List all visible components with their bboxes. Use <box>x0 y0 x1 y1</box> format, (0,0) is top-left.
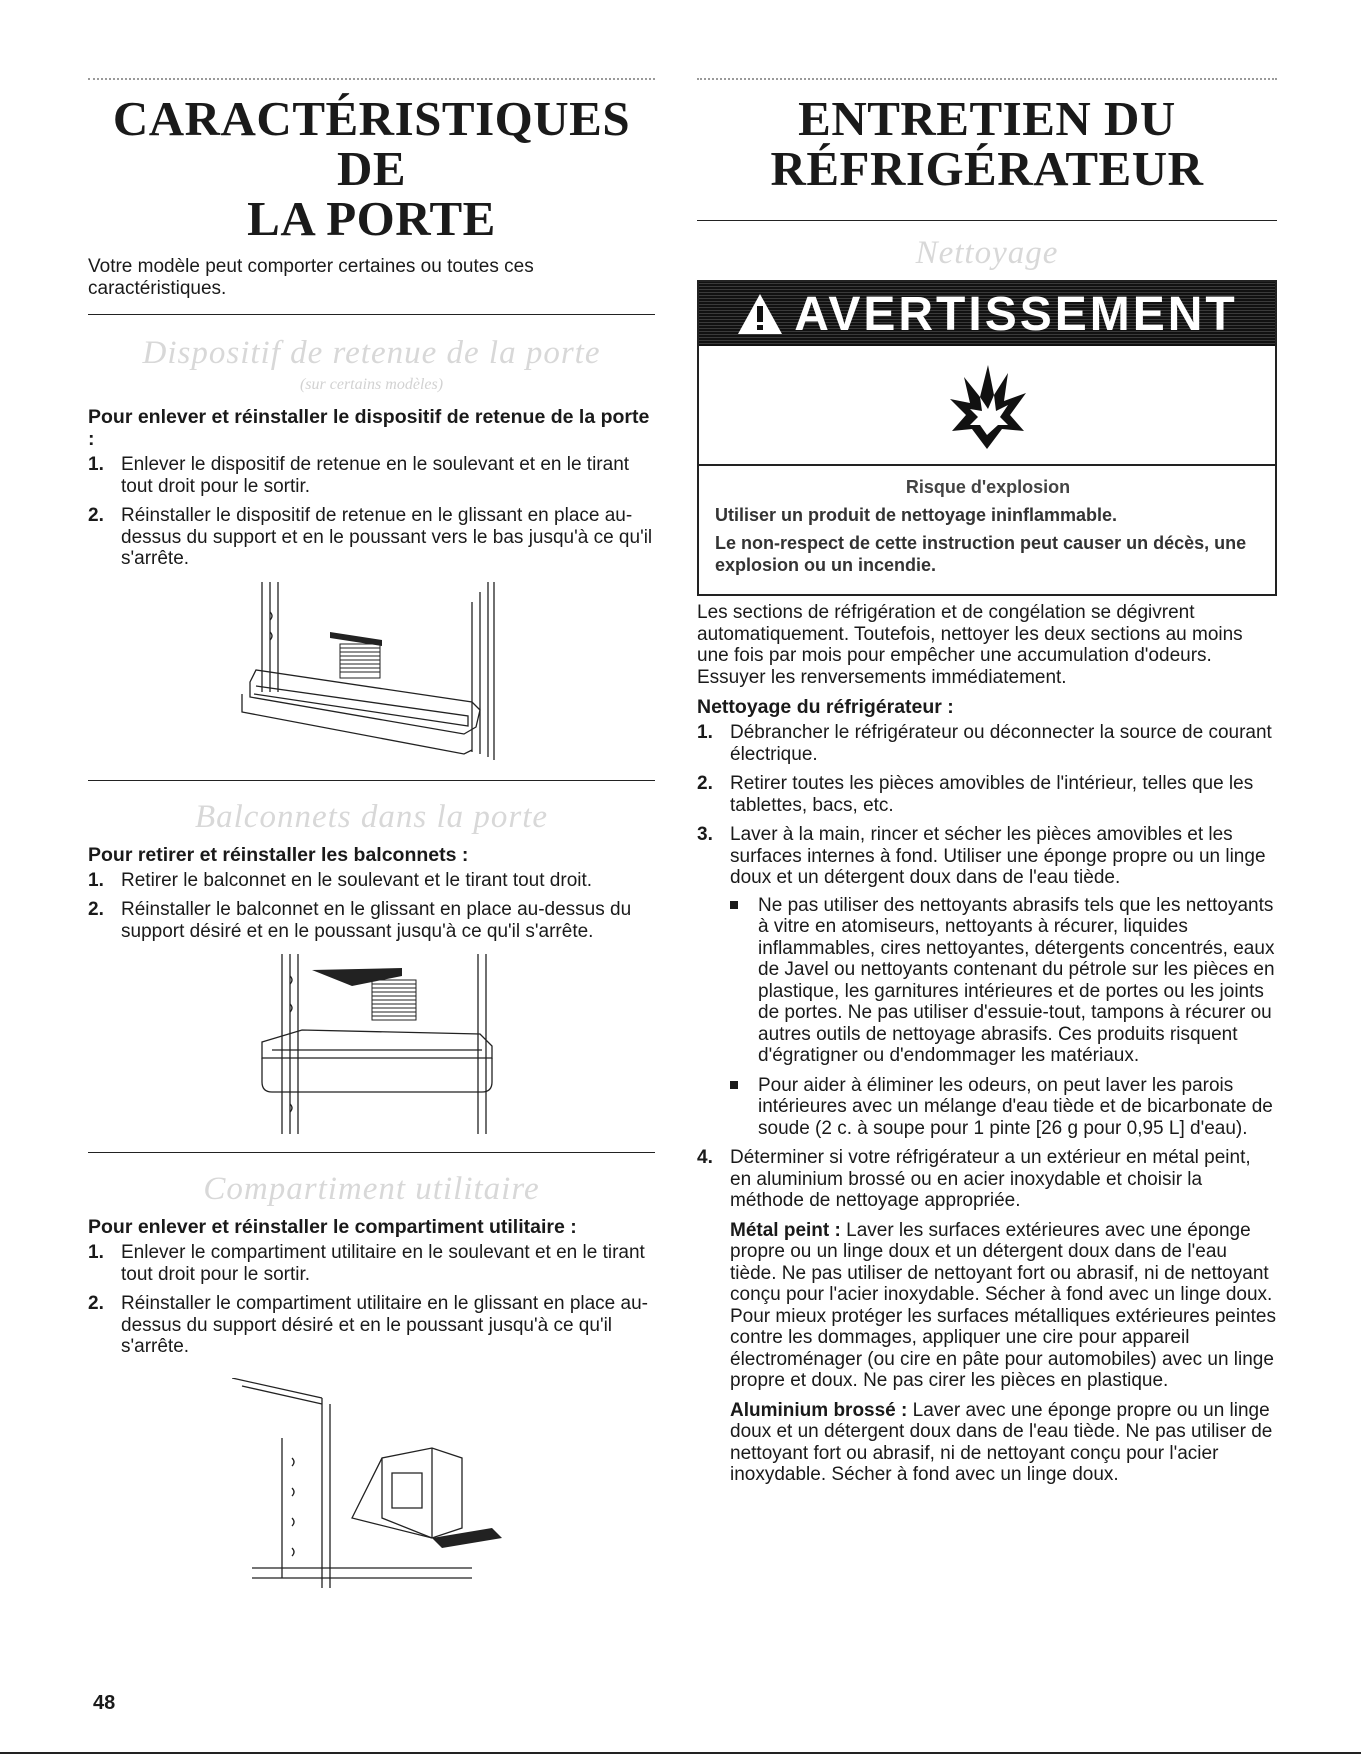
brushed-aluminum-paragraph: Aluminium brossé : Laver avec une éponge propre ou un linge doux et un détergent doux dans de l'eau tiède. Ne pas utiliser de nettoyant fort ou abrasif, ni de nettoyant conçu pour l'acier inoxydable. Sécher à fond avec un linge doux. <box>730 1399 1273 1485</box>
left-column <box>88 78 655 1606</box>
top-divider <box>88 78 655 80</box>
door-retainer-illustration <box>232 582 512 762</box>
steps-utility-compartment <box>88 1242 655 1358</box>
right-column <box>697 78 1277 1494</box>
left-page-title <box>88 91 655 246</box>
divider <box>88 314 655 315</box>
subhead-cleaning: Nettoyage du réfrigérateur : <box>697 696 954 718</box>
warning-header <box>699 282 1275 346</box>
bottom-divider <box>0 1752 1361 1754</box>
list-item: 2. Retirer toutes les pièces amovibles de l'intérieur, telles que les tablettes, bacs, etc. <box>697 773 1254 816</box>
list-item: 1. Débrancher le réfrigérateur ou déconnecter la source de courant électrique. <box>697 722 1272 765</box>
list-item: 4. Déterminer si votre réfrigérateur a un extérieur en métal peint, en aluminium brossé ou en acier inoxydable et choisir la méthode de nettoyage appropriée. Métal peint : Laver les surfaces extérieures avec une éponge propre ou un linge doux et un détergent doux dans de l'eau tiède. Ne pas utiliser de nettoyant fort ou abrasif, ni de nettoyant conçu pour l'acier inoxydable. Sécher à fond avec un linge doux. Pour mieux protéger les surfaces métalliques extérieures peintes contre les dommages, appliquer une cire pour appareil électroménager (ou cire en pâte pour automobiles) avec un linge propre et doux. Ne pas cirer les pièces en plastique. Aluminium brossé : Laver avec une éponge propre ou un linge doux et un détergent doux dans de l'eau tiède. Ne pas utiliser de nettoyant fort ou abrasif, ni de nettoyant conçu pour l'acier inoxydable. Sécher à fond avec un linge doux. <box>697 1147 1276 1485</box>
list-item: 1. Enlever le compartiment utilitaire en le soulevant et en le tirant tout droit pour le sortir. <box>88 1242 645 1285</box>
list-item: 2. Réinstaller le balconnet en le glissant en place au-dessus du support désiré et en le poussant jusqu'à ce qu'il s'arrête. <box>88 899 632 942</box>
warning-icon-area <box>699 346 1275 466</box>
warning-body <box>699 466 1275 594</box>
warning-triangle-icon <box>736 292 784 336</box>
cleaning-bullets <box>730 895 1277 1140</box>
list-item: 1. Retirer le balconnet en le soulevant et le tirant tout droit. <box>88 869 593 891</box>
warning-box <box>697 280 1277 596</box>
divider <box>88 1152 655 1153</box>
explosion-icon <box>942 359 1032 451</box>
subhead-door-bins: Pour retirer et réinstaller les balconnets : <box>88 843 469 866</box>
bullet-item: Pour aider à éliminer les odeurs, on peut laver les parois intérieures avec un mélange d'eau tiède et de bicarbonate de soude (2 c. à soupe pour 1 pinte [26 g pour 0,95 L] d'eau). <box>730 1075 1277 1140</box>
left-title-line1: CARACTÉRISTIQUES DE <box>112 91 631 196</box>
warning-hazard: Risque d'explosion <box>905 477 1071 497</box>
bullet-item: Ne pas utiliser des nettoyants abrasifs tels que les nettoyants à vitre en atomiseurs, nettoyants à récurer, liquides inflammables, cires nettoyantes, détergents concentrés, eaux de Javel ou nettoyants contenant du pétrole sur les pièces en plastique, les garnitures intérieures et de portes ou les joints de portes. Ne pas utiliser d'essuie-tout, tampons à récurer ou autres outils de nettoyage abrasifs. Ces produits risquent d'égratigner ou d'endommager les matériaux. <box>730 895 1277 1067</box>
steps-door-retainer <box>88 454 655 570</box>
painted-metal-paragraph: Métal peint : Laver les surfaces extérieures avec une éponge propre ou un linge doux et un détergent doux dans de l'eau tiède. Ne pas utiliser de nettoyant fort ou abrasif, ni de nettoyant conçu pour l'acier inoxydable. Sécher à fond avec un linge doux. Pour mieux protéger les surfaces métalliques extérieures peintes contre les dommages, appliquer une cire pour appareil électroménager (ou cire en pâte pour automobiles) avec un linge propre et doux. Ne pas cirer les pièces en plastique. <box>730 1219 1276 1391</box>
right-page-title <box>697 91 1277 196</box>
divider <box>697 220 1277 221</box>
left-title-line2: LA PORTE <box>247 191 496 246</box>
steps-cleaning <box>697 722 1277 1486</box>
cleaning-intro: Les sections de réfrigération et de congélation se dégivrent automatiquement. Toutefois, nettoyer les deux sections au moins une fois par mois pour empêcher une accumulation d'odeurs. Essuyer les renversements immédiatement. <box>697 602 1243 688</box>
warning-line1: Utiliser un produit de nettoyage ininflammable. <box>715 505 1118 525</box>
section-title-cleaning: Nettoyage <box>915 235 1059 271</box>
list-item: 1. Enlever le dispositif de retenue en le soulevant et en le tirant tout droit pour le sortir. <box>88 454 630 497</box>
divider <box>88 780 655 781</box>
section-title-utility-compartment: Compartiment utilitaire <box>203 1171 540 1207</box>
warning-heading: AVERTISSEMENT <box>794 287 1238 341</box>
section-subtitle: (sur certains modèles) <box>299 376 444 393</box>
section-title-door-bins: Balconnets dans la porte <box>194 798 549 835</box>
right-title-line1: ENTRETIEN DU <box>798 91 1176 146</box>
top-divider <box>697 78 1277 80</box>
section-title-door-retainer: Dispositif de retenue de la porte <box>142 335 601 371</box>
warning-line2: Le non-respect de cette instruction peut causer un décès, une explosion ou un incendie. <box>715 533 1247 575</box>
left-intro: Votre modèle peut comporter certaines ou toutes ces caractéristiques. <box>88 256 534 299</box>
list-item: 2. Réinstaller le dispositif de retenue en le glissant en place au-dessus du support et en le poussant vers le bas jusqu'à ce qu'il s'arrête. <box>88 505 653 569</box>
utility-compartment-illustration <box>232 1378 512 1588</box>
list-item: 3. Laver à la main, rincer et sécher les pièces amovibles et les surfaces internes à fond. Utiliser une éponge propre ou un linge doux et un détergent doux dans de l'eau tiède. Ne pas utiliser des nettoyants abrasifs tels que les nettoyants à vitre en atomiseurs, nettoyants à récurer, liquides inflammables, cires nettoyantes, détergents concentrés, eaux de Javel ou nettoyants contenant du pétrole sur les pièces en plastique, les garnitures intérieures et de portes ou les joints de portes. Ne pas utiliser d'essuie-tout, tampons à récurer ou autres outils de nettoyage abrasifs. Ces produits risquent d'égratigner ou d'endommager les matériaux. Pour aider à éliminer les odeurs, on peut laver les parois intérieures avec un mélange d'eau tiède et de bicarbonate de soude (2 c. à soupe pour 1 pinte [26 g pour 0,95 L] d'eau). <box>697 824 1277 1139</box>
subhead-utility-compartment: Pour enlever et réinstaller le compartiment utilitaire : <box>88 1216 577 1238</box>
right-title-line2: RÉFRIGÉRATEUR <box>770 141 1204 196</box>
page-number: 48 <box>93 1692 116 1714</box>
door-bin-illustration <box>242 954 502 1134</box>
list-item: 2. Réinstaller le compartiment utilitaire en le glissant en place au-dessus du support désiré et en le poussant jusqu'à ce qu'il s'arrête. <box>88 1293 648 1357</box>
subhead-door-retainer: Pour enlever et réinstaller le dispositif de retenue de la porte : <box>88 406 650 450</box>
steps-door-bins <box>88 870 655 943</box>
